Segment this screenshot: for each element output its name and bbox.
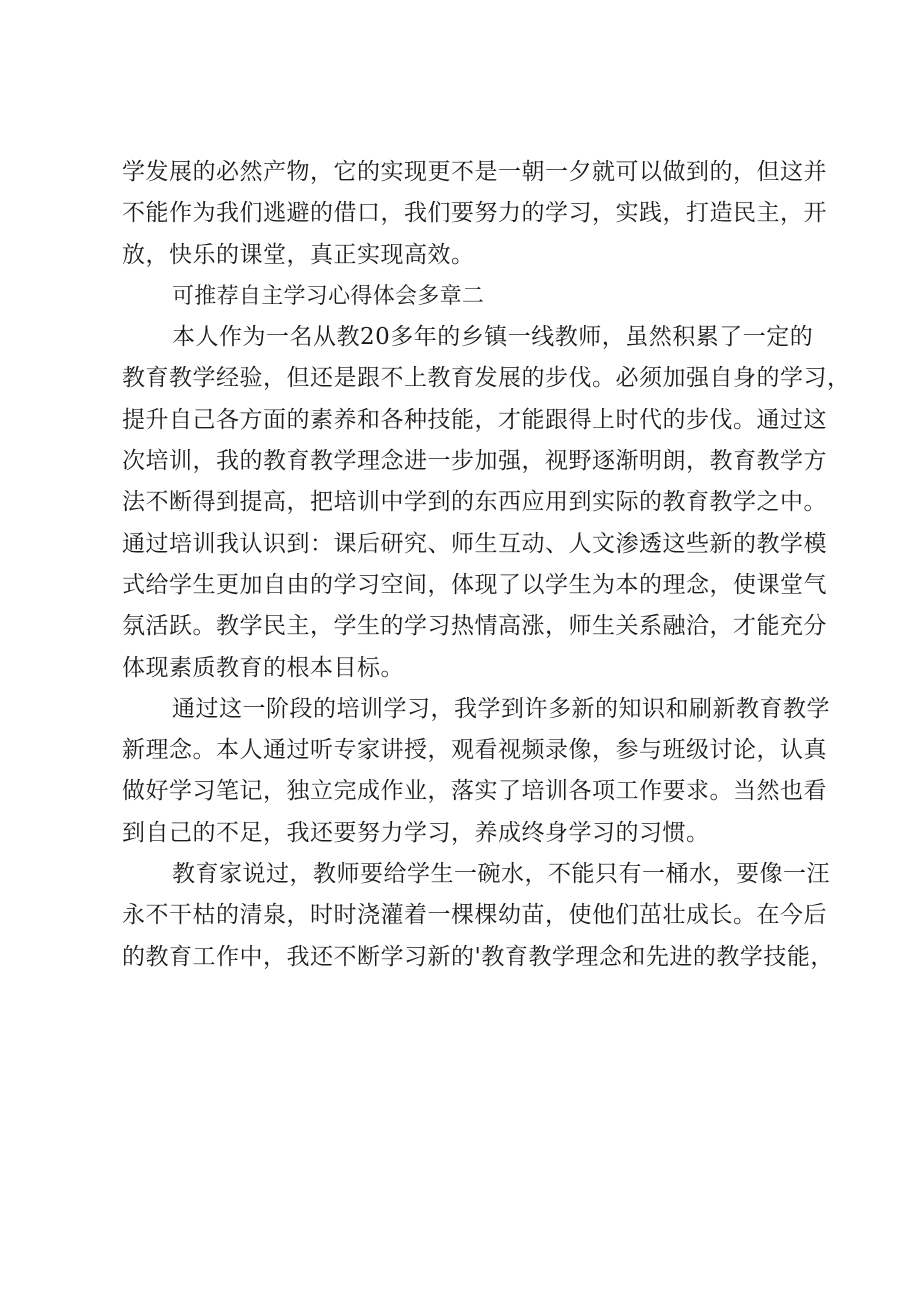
text-line: 不能作为我们逃避的借口，我们要努力的学习，实践，打造民主，开 (122, 200, 827, 227)
text-line: 学发展的必然产物，它的实现更不是一朝一夕就可以做到的，但这并 (122, 159, 827, 185)
text-line: 的教育工作中，我还不断学习新的'教育教学理念和先进的教学技能， (122, 943, 834, 970)
text-line: 通过培训我认识到：课后研究、师生互动、人文渗透这些新的教学模 (122, 530, 827, 557)
text-line: 法不断得到提高，把培训中学到的东西应用到实际的教育教学之中。 (122, 489, 827, 516)
text-line: 式给学生更加自由的学习空间，体现了以学生为本的理念，使课堂气 (122, 571, 827, 598)
text-line: 到自己的不足，我还要努力学习，养成终身学习的习惯。 (122, 819, 710, 846)
document-body (122, 152, 851, 978)
text-line: 次培训，我的教育教学理念进一步加强，视野逐渐明朗，教育教学方 (122, 448, 827, 475)
text-line: 提升自己各方面的素养和各种技能，才能跟得上时代的步伐。通过这 (122, 406, 827, 433)
text-line: 新理念。本人通过听专家讲授，观看视频录像，参与班级讨论，认真 (122, 737, 827, 764)
text-line: 氛活跃。教学民主，学生的学习热情高涨，师生关系融洽，才能充分 (122, 613, 827, 640)
text-line: 放，快乐的课堂，真正实现高效。 (122, 241, 475, 268)
text-line: 体现素质教育的根本目标。 (122, 654, 404, 681)
text-line: 教育教学经验，但还是跟不上教育发展的步伐。必须加强自身的学习， (122, 365, 851, 392)
text-line: 永不干枯的清泉，时时浇灌着一棵棵幼苗，使他们茁壮成长。在今后 (122, 902, 827, 929)
paragraph-first-line: 教育家说过，教师要给学生一碗水，不能只有一桶水，要像一汪 (172, 861, 830, 888)
paragraph-first-line: 本人作为一名从教20多年的乡镇一线教师，虽然积累了一定的 (172, 324, 814, 351)
text-line: 做好学习笔记，独立完成作业，落实了培训各项工作要求。当然也看 (122, 778, 827, 805)
paragraph-first-line: 通过这一阶段的培训学习，我学到许多新的知识和刷新教育教学 (172, 695, 830, 722)
section-heading: 可推荐自主学习心得体会多章二 (172, 283, 485, 309)
